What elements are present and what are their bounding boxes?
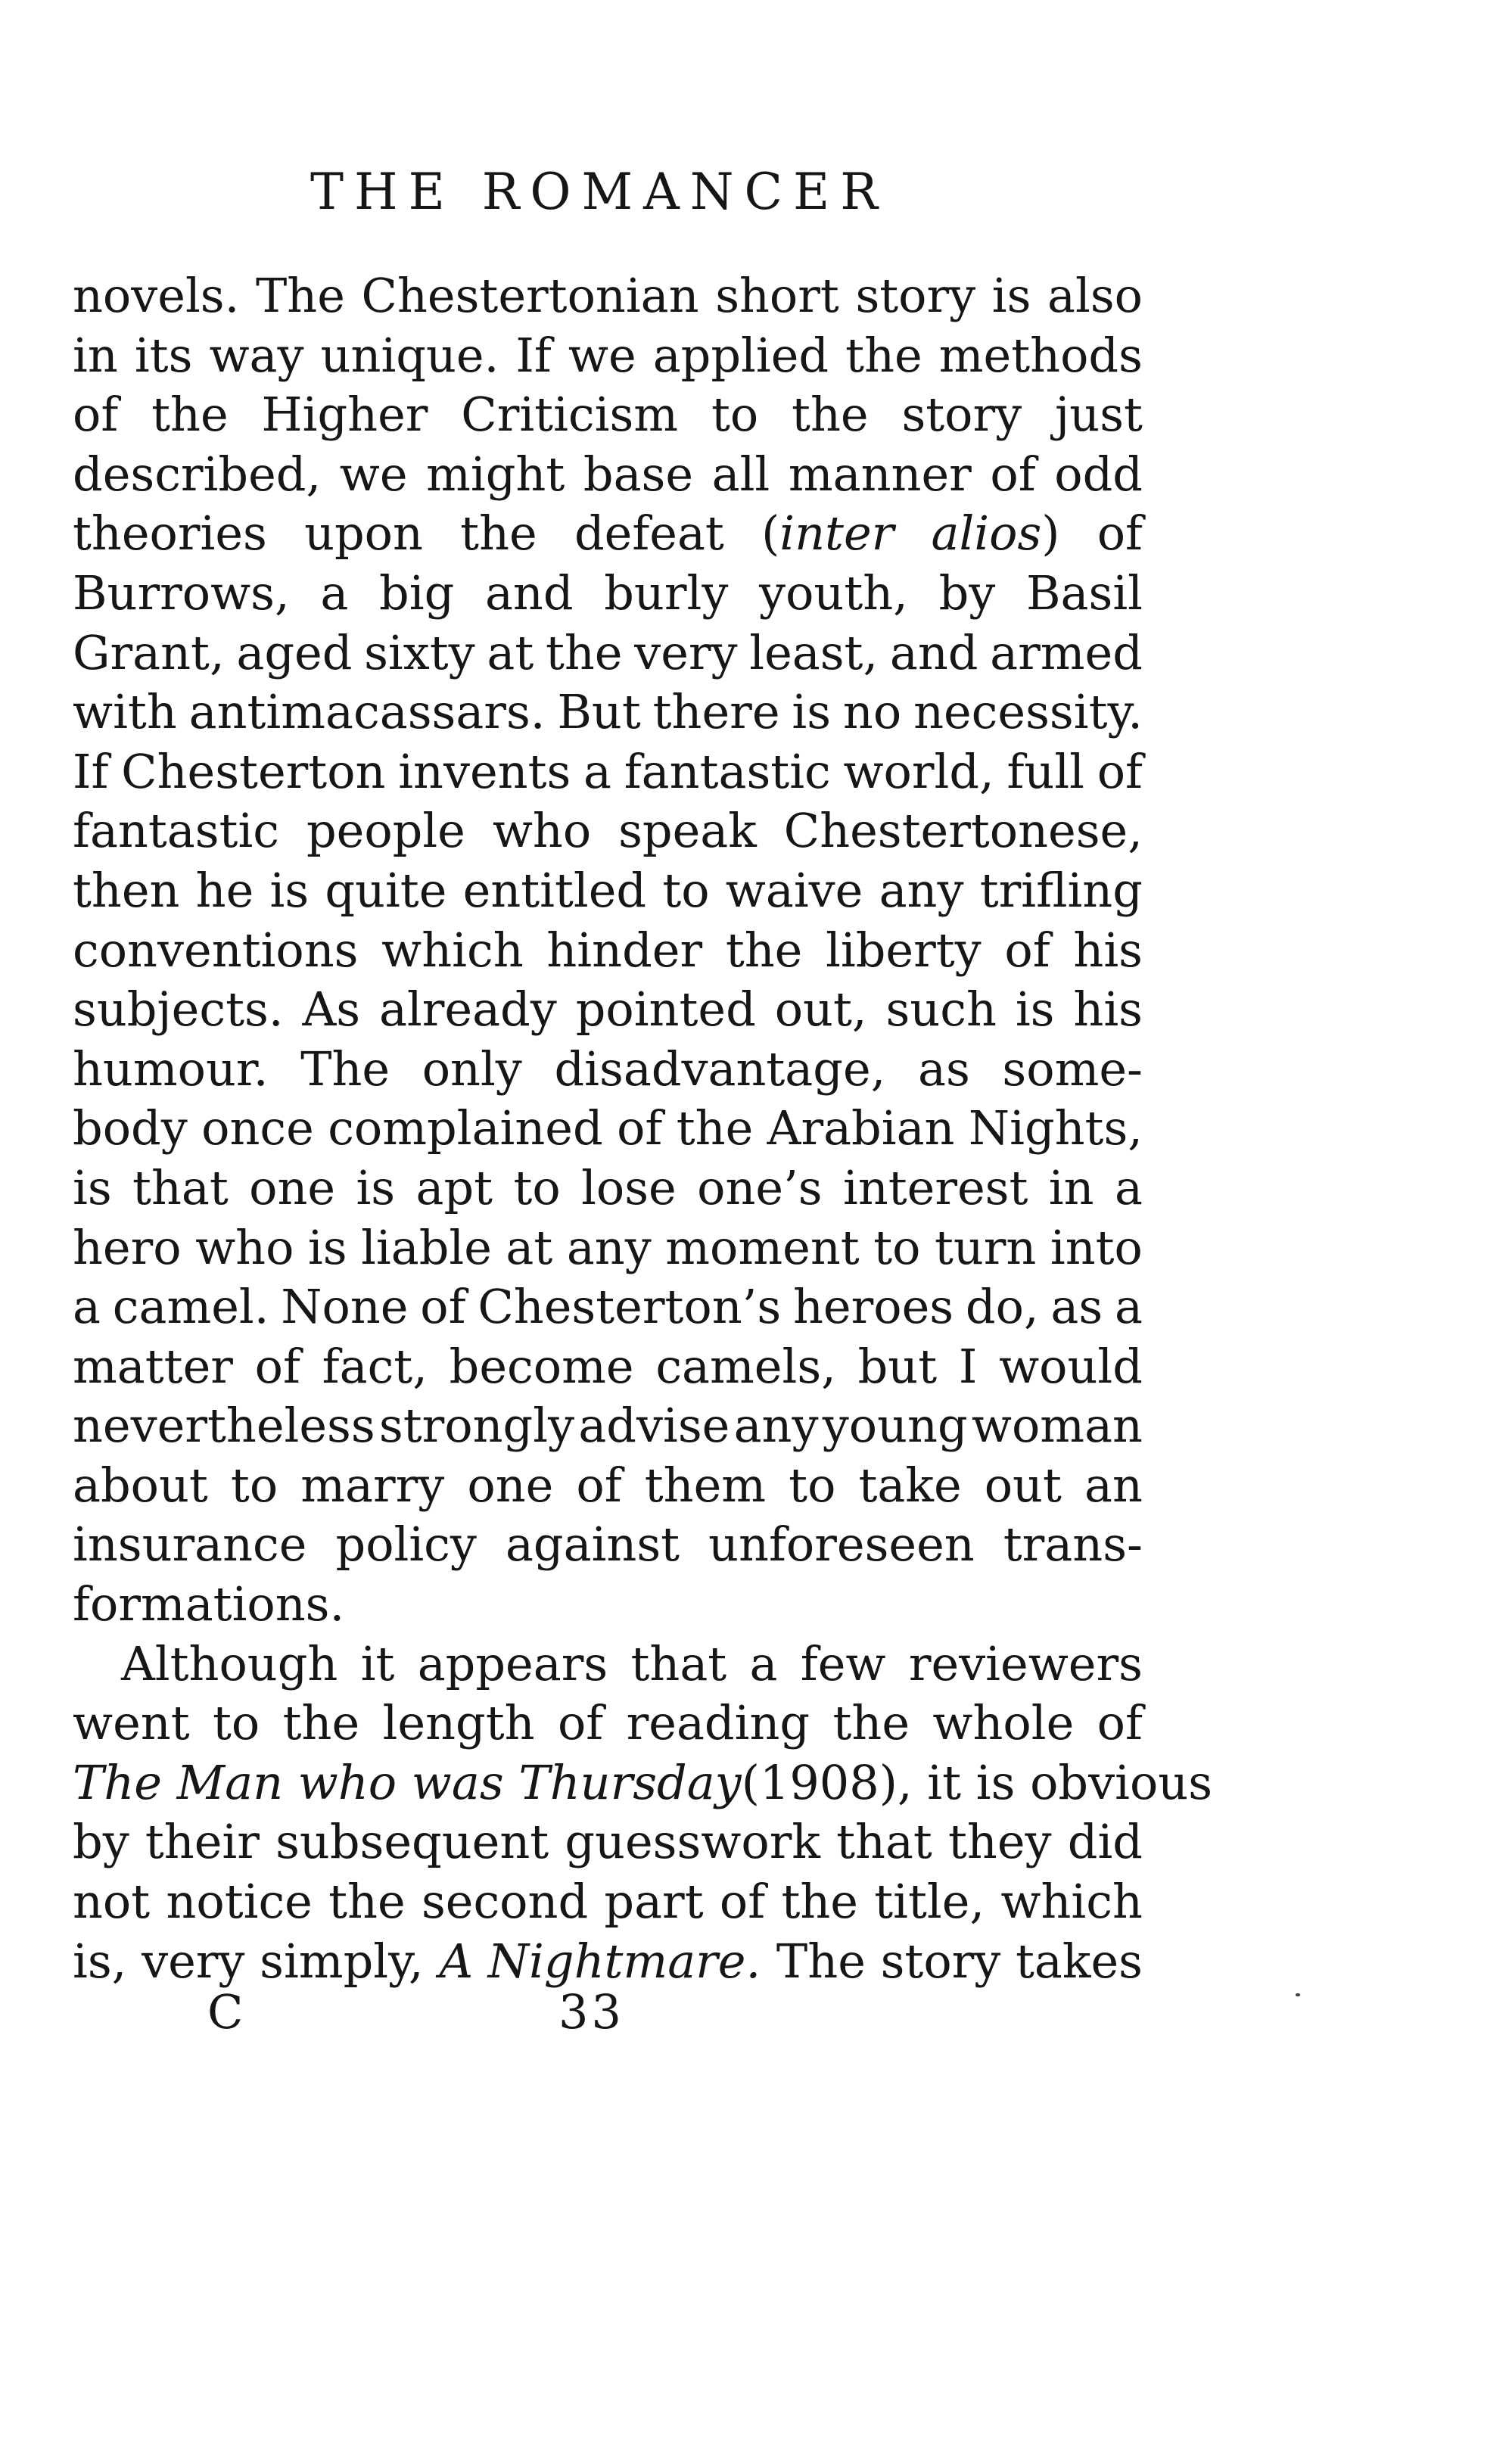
word: described, (73, 446, 322, 502)
word: the (676, 1100, 754, 1156)
word: antimacassars. (188, 684, 546, 740)
word: strongly (378, 1398, 575, 1454)
signature-mark: C (207, 1984, 245, 2040)
word: at (506, 1219, 553, 1275)
word: short (715, 268, 839, 323)
word: a (1114, 1159, 1143, 1215)
word: no (842, 684, 902, 740)
word: But (557, 684, 641, 740)
word: world, (843, 743, 994, 799)
word: applied (652, 327, 829, 383)
word: whole (932, 1695, 1075, 1751)
word: to (711, 387, 759, 443)
text-line (73, 1337, 1143, 1397)
word: that (836, 1814, 932, 1870)
word: in (73, 327, 118, 383)
word: young (822, 1398, 968, 1454)
word: a (73, 1279, 101, 1335)
word: of (617, 1100, 663, 1156)
text-line: The Man who was Thursday (1908), it is obvious (73, 1753, 1143, 1813)
word: part (604, 1874, 704, 1930)
word: hinder (546, 922, 703, 978)
word: second (421, 1874, 589, 1930)
word: Arabian (767, 1100, 955, 1156)
text-line (73, 921, 1143, 981)
word: the (545, 624, 623, 680)
word: fact, (322, 1338, 428, 1394)
word: it (360, 1635, 395, 1691)
word: youth, (759, 565, 908, 621)
word: entitled (462, 862, 647, 918)
word: just (1055, 387, 1143, 443)
word: unique. (320, 327, 499, 383)
text-line (73, 1040, 1143, 1100)
word: who (492, 803, 592, 859)
word: one (249, 1159, 336, 1215)
word: is (269, 862, 310, 918)
word: with (73, 684, 177, 740)
word: full (1006, 743, 1084, 799)
word: we (339, 446, 408, 502)
word: odd (1054, 446, 1143, 502)
word: Criticism (461, 387, 679, 443)
word: of (576, 1457, 622, 1513)
text-line (73, 385, 1143, 445)
word: story (901, 387, 1022, 443)
word: big (379, 565, 455, 621)
italic-phrase: (inter (761, 506, 894, 562)
word: to (513, 1159, 561, 1215)
word: a (1115, 1279, 1143, 1335)
word: trans- (1003, 1517, 1143, 1573)
word: turn (934, 1219, 1037, 1275)
word: a (320, 565, 349, 621)
word: a (749, 1635, 778, 1691)
word: Chestertonese, (783, 803, 1143, 859)
word: Burrows, (73, 565, 290, 621)
word: matter (73, 1338, 233, 1394)
word: very (634, 624, 738, 680)
word: people (306, 803, 465, 859)
word: any (879, 862, 964, 918)
word: did (1067, 1814, 1143, 1870)
word: of (557, 1695, 604, 1751)
word: the (151, 387, 229, 443)
text-line (73, 1159, 1143, 1218)
word: trifling (979, 862, 1143, 918)
word: become (449, 1338, 634, 1394)
word: guesswork (565, 1814, 820, 1870)
word: then (73, 862, 180, 918)
text-line (73, 683, 1143, 742)
word: sixty (364, 624, 475, 680)
word: Chesterton (121, 743, 386, 799)
word: If (515, 327, 552, 383)
word: not (73, 1874, 151, 1930)
word: one (467, 1457, 554, 1513)
running-header: THE ROMANCER (310, 163, 888, 221)
word: liberty (826, 922, 982, 978)
word: appears (417, 1635, 608, 1691)
word: Chesterton’s (478, 1279, 782, 1335)
page-number: 33 (558, 1984, 624, 2040)
word: aged (236, 624, 353, 680)
text-line (73, 1812, 1143, 1872)
word: his (1073, 982, 1143, 1038)
word: woman (971, 1398, 1143, 1454)
word: insurance (73, 1517, 307, 1573)
word: their (145, 1814, 260, 1870)
word: at (487, 624, 534, 680)
word: do, (965, 1279, 1039, 1335)
word: length (382, 1695, 535, 1751)
word: of (1097, 743, 1143, 799)
word: which (381, 922, 524, 978)
word: hero (73, 1219, 182, 1275)
word: base (583, 446, 694, 502)
word: subsequent (275, 1814, 549, 1870)
word: burly (604, 565, 729, 621)
word: the (792, 387, 869, 443)
word: The (255, 268, 345, 323)
word: As (302, 982, 361, 1038)
print-speck (1296, 1993, 1300, 1996)
text-line (73, 1277, 1143, 1337)
word: the (845, 327, 922, 383)
text-line (73, 445, 1143, 505)
text-line (73, 326, 1143, 386)
word: who (195, 1219, 294, 1275)
word: policy (335, 1517, 477, 1573)
text-line (73, 1872, 1143, 1932)
word: Chestertonian (361, 268, 699, 323)
word: Basil (1025, 565, 1143, 621)
word: an (1084, 1457, 1143, 1513)
word: such (885, 982, 997, 1038)
word: once (201, 1100, 314, 1156)
word: them (644, 1457, 767, 1513)
text-line (73, 1456, 1143, 1516)
word: one’s (697, 1159, 823, 1215)
word: lose (581, 1159, 677, 1215)
word: unforeseen (708, 1517, 975, 1573)
word: Higher (261, 387, 428, 443)
word: apt (415, 1159, 493, 1215)
word: in (1048, 1159, 1094, 1215)
word: but (857, 1338, 938, 1394)
word: of (1097, 1695, 1143, 1751)
word: moment (665, 1219, 860, 1275)
word: quite (325, 862, 447, 918)
word: its (134, 327, 193, 383)
word: Although (121, 1635, 338, 1691)
subtitle: A Nightmare. (439, 1933, 761, 1989)
word: that (132, 1159, 229, 1215)
word: interest (842, 1159, 1028, 1215)
word: some- (1002, 1041, 1143, 1097)
word: and (889, 624, 978, 680)
word: any (733, 1398, 819, 1454)
word: is (792, 684, 832, 740)
text-line (73, 1515, 1143, 1575)
word: Nights, (968, 1100, 1143, 1156)
word: pointed (575, 982, 756, 1038)
word: of (73, 387, 119, 443)
word: title, (874, 1874, 985, 1930)
text-line (73, 1218, 1143, 1278)
word: is (1015, 982, 1055, 1038)
word: Grant, (73, 624, 225, 680)
word: fantastic (624, 743, 831, 799)
word: to (873, 1219, 921, 1275)
word: to (662, 862, 710, 918)
word: the (282, 1695, 360, 1751)
word: to (789, 1457, 836, 1513)
word: his (1073, 922, 1143, 978)
word: as (1050, 1279, 1103, 1335)
book-title: The Man who was Thursday (73, 1754, 742, 1810)
word: armed (990, 624, 1143, 680)
word: which (1000, 1874, 1143, 1930)
word: camel. (112, 1279, 269, 1335)
word: and (484, 565, 574, 621)
text-line-indented (73, 1635, 1143, 1694)
text-line (73, 1099, 1143, 1159)
word: humour. (73, 1041, 269, 1097)
word: camels, (655, 1338, 836, 1394)
word: I (958, 1338, 978, 1394)
text-line (73, 266, 1143, 326)
word: might (426, 446, 565, 502)
word: speak (618, 803, 757, 859)
word: reading (626, 1695, 810, 1751)
body-text (73, 266, 1213, 1991)
word: complained (328, 1100, 603, 1156)
word: by (73, 1814, 129, 1870)
word: If (73, 743, 109, 799)
word: about (73, 1457, 208, 1513)
word: waive (725, 862, 863, 918)
text-line (73, 1396, 1143, 1456)
word: methods (938, 327, 1143, 383)
word: reviewers (908, 1635, 1143, 1691)
word: the (725, 922, 803, 978)
word: The (300, 1041, 390, 1097)
word: against (505, 1517, 680, 1573)
word: the (832, 1695, 910, 1751)
word: manner (788, 446, 972, 502)
word: least, (749, 624, 879, 680)
word: nevertheless (73, 1398, 375, 1454)
word: would (999, 1338, 1143, 1394)
text-line (73, 624, 1143, 683)
word: novels. (73, 268, 240, 323)
word: of (1004, 922, 1050, 978)
word: to (230, 1457, 278, 1513)
word: is (991, 268, 1031, 323)
word: there (652, 684, 780, 740)
word: already (378, 982, 557, 1038)
word: by (938, 565, 996, 621)
word: is (307, 1219, 347, 1275)
word: that (630, 1635, 727, 1691)
text-line (73, 742, 1143, 802)
word: also (1047, 268, 1143, 323)
word: conventions (73, 922, 359, 978)
word: out (984, 1457, 1062, 1513)
text-line (73, 564, 1143, 624)
text-line (73, 980, 1143, 1040)
word: story (855, 268, 976, 323)
word: they (948, 1814, 1052, 1870)
word: any (566, 1219, 652, 1275)
word: of (719, 1874, 766, 1930)
text-line (73, 861, 1143, 921)
word: is (73, 1159, 112, 1215)
word: invents (398, 743, 571, 799)
word: as (918, 1041, 970, 1097)
word: liable (361, 1219, 492, 1275)
word: of (254, 1338, 300, 1394)
word: of (420, 1279, 466, 1335)
word: a (583, 743, 612, 799)
word: disadvantage, (554, 1041, 886, 1097)
word: body (73, 1100, 188, 1156)
word: the (328, 1874, 406, 1930)
word: advise (578, 1398, 730, 1454)
word: None (281, 1279, 409, 1335)
word: the (781, 1874, 858, 1930)
word: take (858, 1457, 962, 1513)
word: out, (774, 982, 867, 1038)
word: only (422, 1041, 522, 1097)
word: way (209, 327, 304, 383)
word: fantastic (73, 803, 280, 859)
word: is (356, 1159, 396, 1215)
word: he (195, 862, 254, 918)
text-line (73, 801, 1143, 861)
word: marry (300, 1457, 445, 1513)
word: went (73, 1695, 190, 1751)
word: few (800, 1635, 886, 1691)
word: heroes (792, 1279, 954, 1335)
text-line: theories upon the defeat (inter alios) of (73, 504, 1143, 564)
word: notice (166, 1874, 313, 1930)
text-line-last: formations. (73, 1576, 345, 1632)
text-line: is, very simply, A Nightmare. The story takes (73, 1932, 1143, 1992)
word: of (990, 446, 1036, 502)
text-line (73, 1694, 1143, 1753)
word: subjects. (73, 982, 284, 1038)
word: to (213, 1695, 260, 1751)
word: all (711, 446, 770, 502)
word: we (568, 327, 636, 383)
word: into (1050, 1219, 1143, 1275)
word: necessity. (913, 684, 1143, 740)
